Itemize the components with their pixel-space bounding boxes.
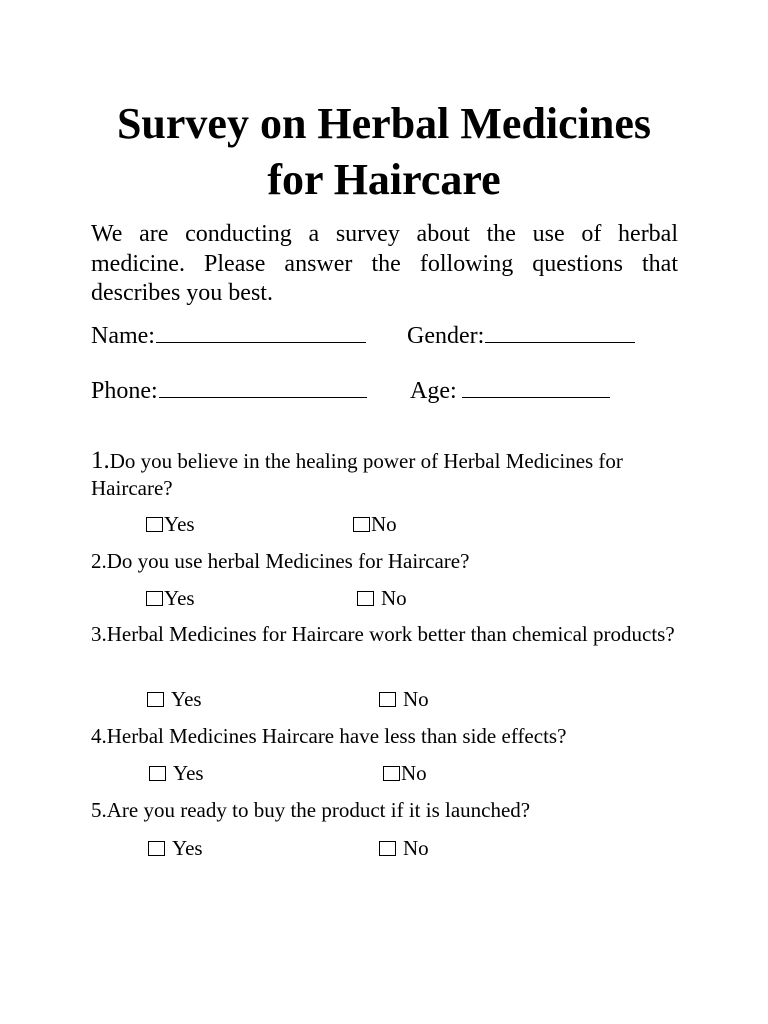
checkbox-icon[interactable] bbox=[148, 841, 165, 856]
name-blank-line[interactable] bbox=[156, 320, 366, 343]
question-4-no-label: No bbox=[401, 761, 427, 785]
question-1-number: 1. bbox=[91, 447, 110, 474]
question-1-yes-label: Yes bbox=[164, 512, 195, 536]
name-field[interactable] bbox=[91, 320, 366, 350]
phone-field[interactable] bbox=[91, 375, 367, 405]
question-1-no-label: No bbox=[371, 512, 397, 536]
question-5-no-label: No bbox=[403, 836, 429, 860]
checkbox-icon[interactable] bbox=[379, 841, 396, 856]
checkbox-icon[interactable] bbox=[383, 766, 400, 781]
question-1-no-option[interactable] bbox=[353, 512, 397, 536]
intro-paragraph: We are conducting a survey about the use of herbal medicine. Please answer the following questions that describes you best. bbox=[91, 221, 678, 306]
question-3-text: Herbal Medicines for Haircare work better than chemical products? bbox=[106, 622, 675, 646]
question-1-text: Do you believe in the healing power of Herbal Medicines for Haircare? bbox=[91, 449, 623, 500]
question-5-yes-label: Yes bbox=[172, 836, 203, 860]
question-5 bbox=[91, 797, 691, 824]
page-title-line-2: for Haircare bbox=[267, 155, 501, 204]
question-2-yes-option[interactable] bbox=[146, 586, 195, 610]
checkbox-icon[interactable] bbox=[379, 692, 396, 707]
question-5-yes-option[interactable] bbox=[148, 836, 203, 860]
checkbox-icon[interactable] bbox=[146, 517, 163, 532]
question-3-yes-option[interactable] bbox=[147, 687, 202, 711]
question-2-no-label: No bbox=[381, 586, 407, 610]
checkbox-icon[interactable] bbox=[149, 766, 166, 781]
question-1-yes-option[interactable] bbox=[146, 512, 195, 536]
age-blank-line[interactable] bbox=[462, 375, 610, 398]
question-3-yes-label: Yes bbox=[171, 687, 202, 711]
question-4-yes-label: Yes bbox=[173, 761, 204, 785]
page-title-line-1: Survey on Herbal Medicines bbox=[116, 99, 652, 148]
gender-blank-line[interactable] bbox=[485, 320, 635, 343]
name-label: Name: bbox=[91, 323, 155, 349]
gender-label: Gender: bbox=[407, 323, 485, 349]
age-label: Age: bbox=[410, 378, 457, 404]
checkbox-icon[interactable] bbox=[147, 692, 164, 707]
question-2-yes-label: Yes bbox=[164, 586, 195, 610]
question-1 bbox=[91, 447, 691, 502]
question-3 bbox=[91, 621, 691, 648]
question-2-no-option[interactable] bbox=[357, 586, 407, 610]
question-5-number: 5. bbox=[91, 798, 107, 822]
question-4-text: Herbal Medicines Haircare have less than side effects? bbox=[106, 724, 567, 748]
question-4-no-option[interactable] bbox=[383, 761, 427, 785]
phone-label: Phone: bbox=[91, 378, 158, 404]
question-4-yes-option[interactable] bbox=[149, 761, 204, 785]
question-4-number: 4. bbox=[91, 724, 107, 748]
gender-field[interactable] bbox=[407, 320, 635, 350]
question-4 bbox=[91, 723, 691, 750]
question-3-no-option[interactable] bbox=[379, 687, 429, 711]
question-2 bbox=[91, 548, 691, 575]
question-3-number: 3. bbox=[91, 622, 107, 646]
question-5-no-option[interactable] bbox=[379, 836, 429, 860]
checkbox-icon[interactable] bbox=[146, 591, 163, 606]
checkbox-icon[interactable] bbox=[353, 517, 370, 532]
checkbox-icon[interactable] bbox=[357, 591, 374, 606]
phone-blank-line[interactable] bbox=[159, 375, 367, 398]
age-field[interactable] bbox=[410, 375, 610, 405]
question-2-text: Do you use herbal Medicines for Haircare? bbox=[106, 549, 470, 573]
question-2-number: 2. bbox=[91, 549, 107, 573]
question-5-text: Are you ready to buy the product if it is launched? bbox=[106, 798, 531, 822]
question-3-no-label: No bbox=[403, 687, 429, 711]
